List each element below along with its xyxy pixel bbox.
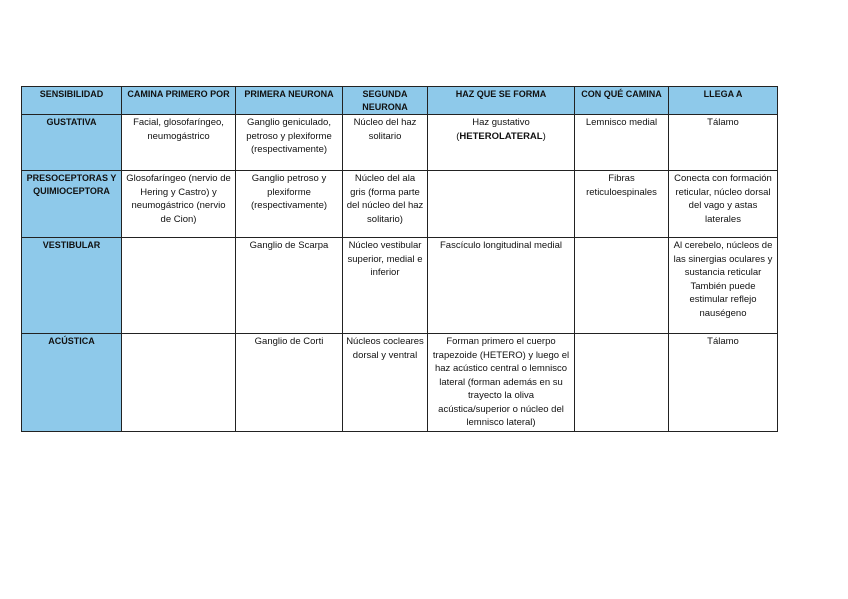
header-llega-a: LLEGA A [669, 87, 778, 115]
cell-camina: Glosofaríngeo (nervio de Hering y Castro) y neumogástrico (nervio de Cion) [122, 171, 236, 238]
cell-sensibilidad: VESTIBULAR [22, 238, 122, 334]
header-row [22, 87, 778, 115]
cell-sensibilidad: GUSTATIVA [22, 115, 122, 171]
cell-haz [428, 115, 575, 171]
sensibilidad-table [21, 86, 778, 432]
header-camina-primero: CAMINA PRIMERO POR [122, 87, 236, 115]
cell-primera: Ganglio geniculado, petroso y plexiforme (respectivamente) [236, 115, 343, 171]
cell-segunda: Núcleo del ala gris (forma parte del núcleo del haz solitario) [343, 171, 428, 238]
cell-con [575, 334, 669, 432]
cell-haz [428, 171, 575, 238]
header-primera-neurona: PRIMERA NEURONA [236, 87, 343, 115]
table-row-acustica [22, 334, 778, 432]
cell-haz: Forman primero el cuerpo trapezoide (HETERO) y luego el haz acústico central o lemnisco lateral (forman además en su trayecto la oliva acústica/superior o núcleo del lemnisco lateral) [428, 334, 575, 432]
header-con-que-camina: CON QUÉ CAMINA [575, 87, 669, 115]
cell-haz: Fascículo longitudinal medial [428, 238, 575, 334]
cell-llega: Conecta con formación reticular, núcleo dorsal del vago y astas laterales [669, 171, 778, 238]
haz-bold-text: HETEROLATERAL [459, 130, 543, 142]
table-row-gustativa [22, 115, 778, 171]
header-sensibilidad: SENSIBILIDAD [22, 87, 122, 115]
cell-llega: Tálamo [669, 334, 778, 432]
cell-segunda: Núcleo vestibular superior, medial e inferior [343, 238, 428, 334]
cell-sensibilidad: PRESOCEPTORAS Y QUIMIOCEPTORA [22, 171, 122, 238]
table-row-vestibular [22, 238, 778, 334]
cell-con [575, 238, 669, 334]
cell-primera: Ganglio de Scarpa [236, 238, 343, 334]
cell-primera: Ganglio petroso y plexiforme (respectivamente) [236, 171, 343, 238]
haz-text: Haz gustativo ( [456, 117, 530, 142]
cell-sensibilidad: ACÚSTICA [22, 334, 122, 432]
cell-con: Fibras reticuloespinales [575, 171, 669, 238]
haz-text-end: ) [542, 130, 546, 142]
cell-primera: Ganglio de Corti [236, 334, 343, 432]
cell-camina [122, 334, 236, 432]
cell-llega: Al cerebelo, núcleos de las sinergias oculares y sustancia reticular También puede estimular reflejo nauségeno [669, 238, 778, 334]
cell-camina [122, 238, 236, 334]
cell-con: Lemnisco medial [575, 115, 669, 171]
cell-segunda: Núcleos cocleares dorsal y ventral [343, 334, 428, 432]
cell-camina: Facial, glosofaríngeo, neumogástrico [122, 115, 236, 171]
cell-segunda: Núcleo del haz solitario [343, 115, 428, 171]
header-segunda-neurona: SEGUNDA NEURONA [343, 87, 428, 115]
table-row-presoceptoras [22, 171, 778, 238]
header-haz: HAZ QUE SE FORMA [428, 87, 575, 115]
cell-llega: Tálamo [669, 115, 778, 171]
